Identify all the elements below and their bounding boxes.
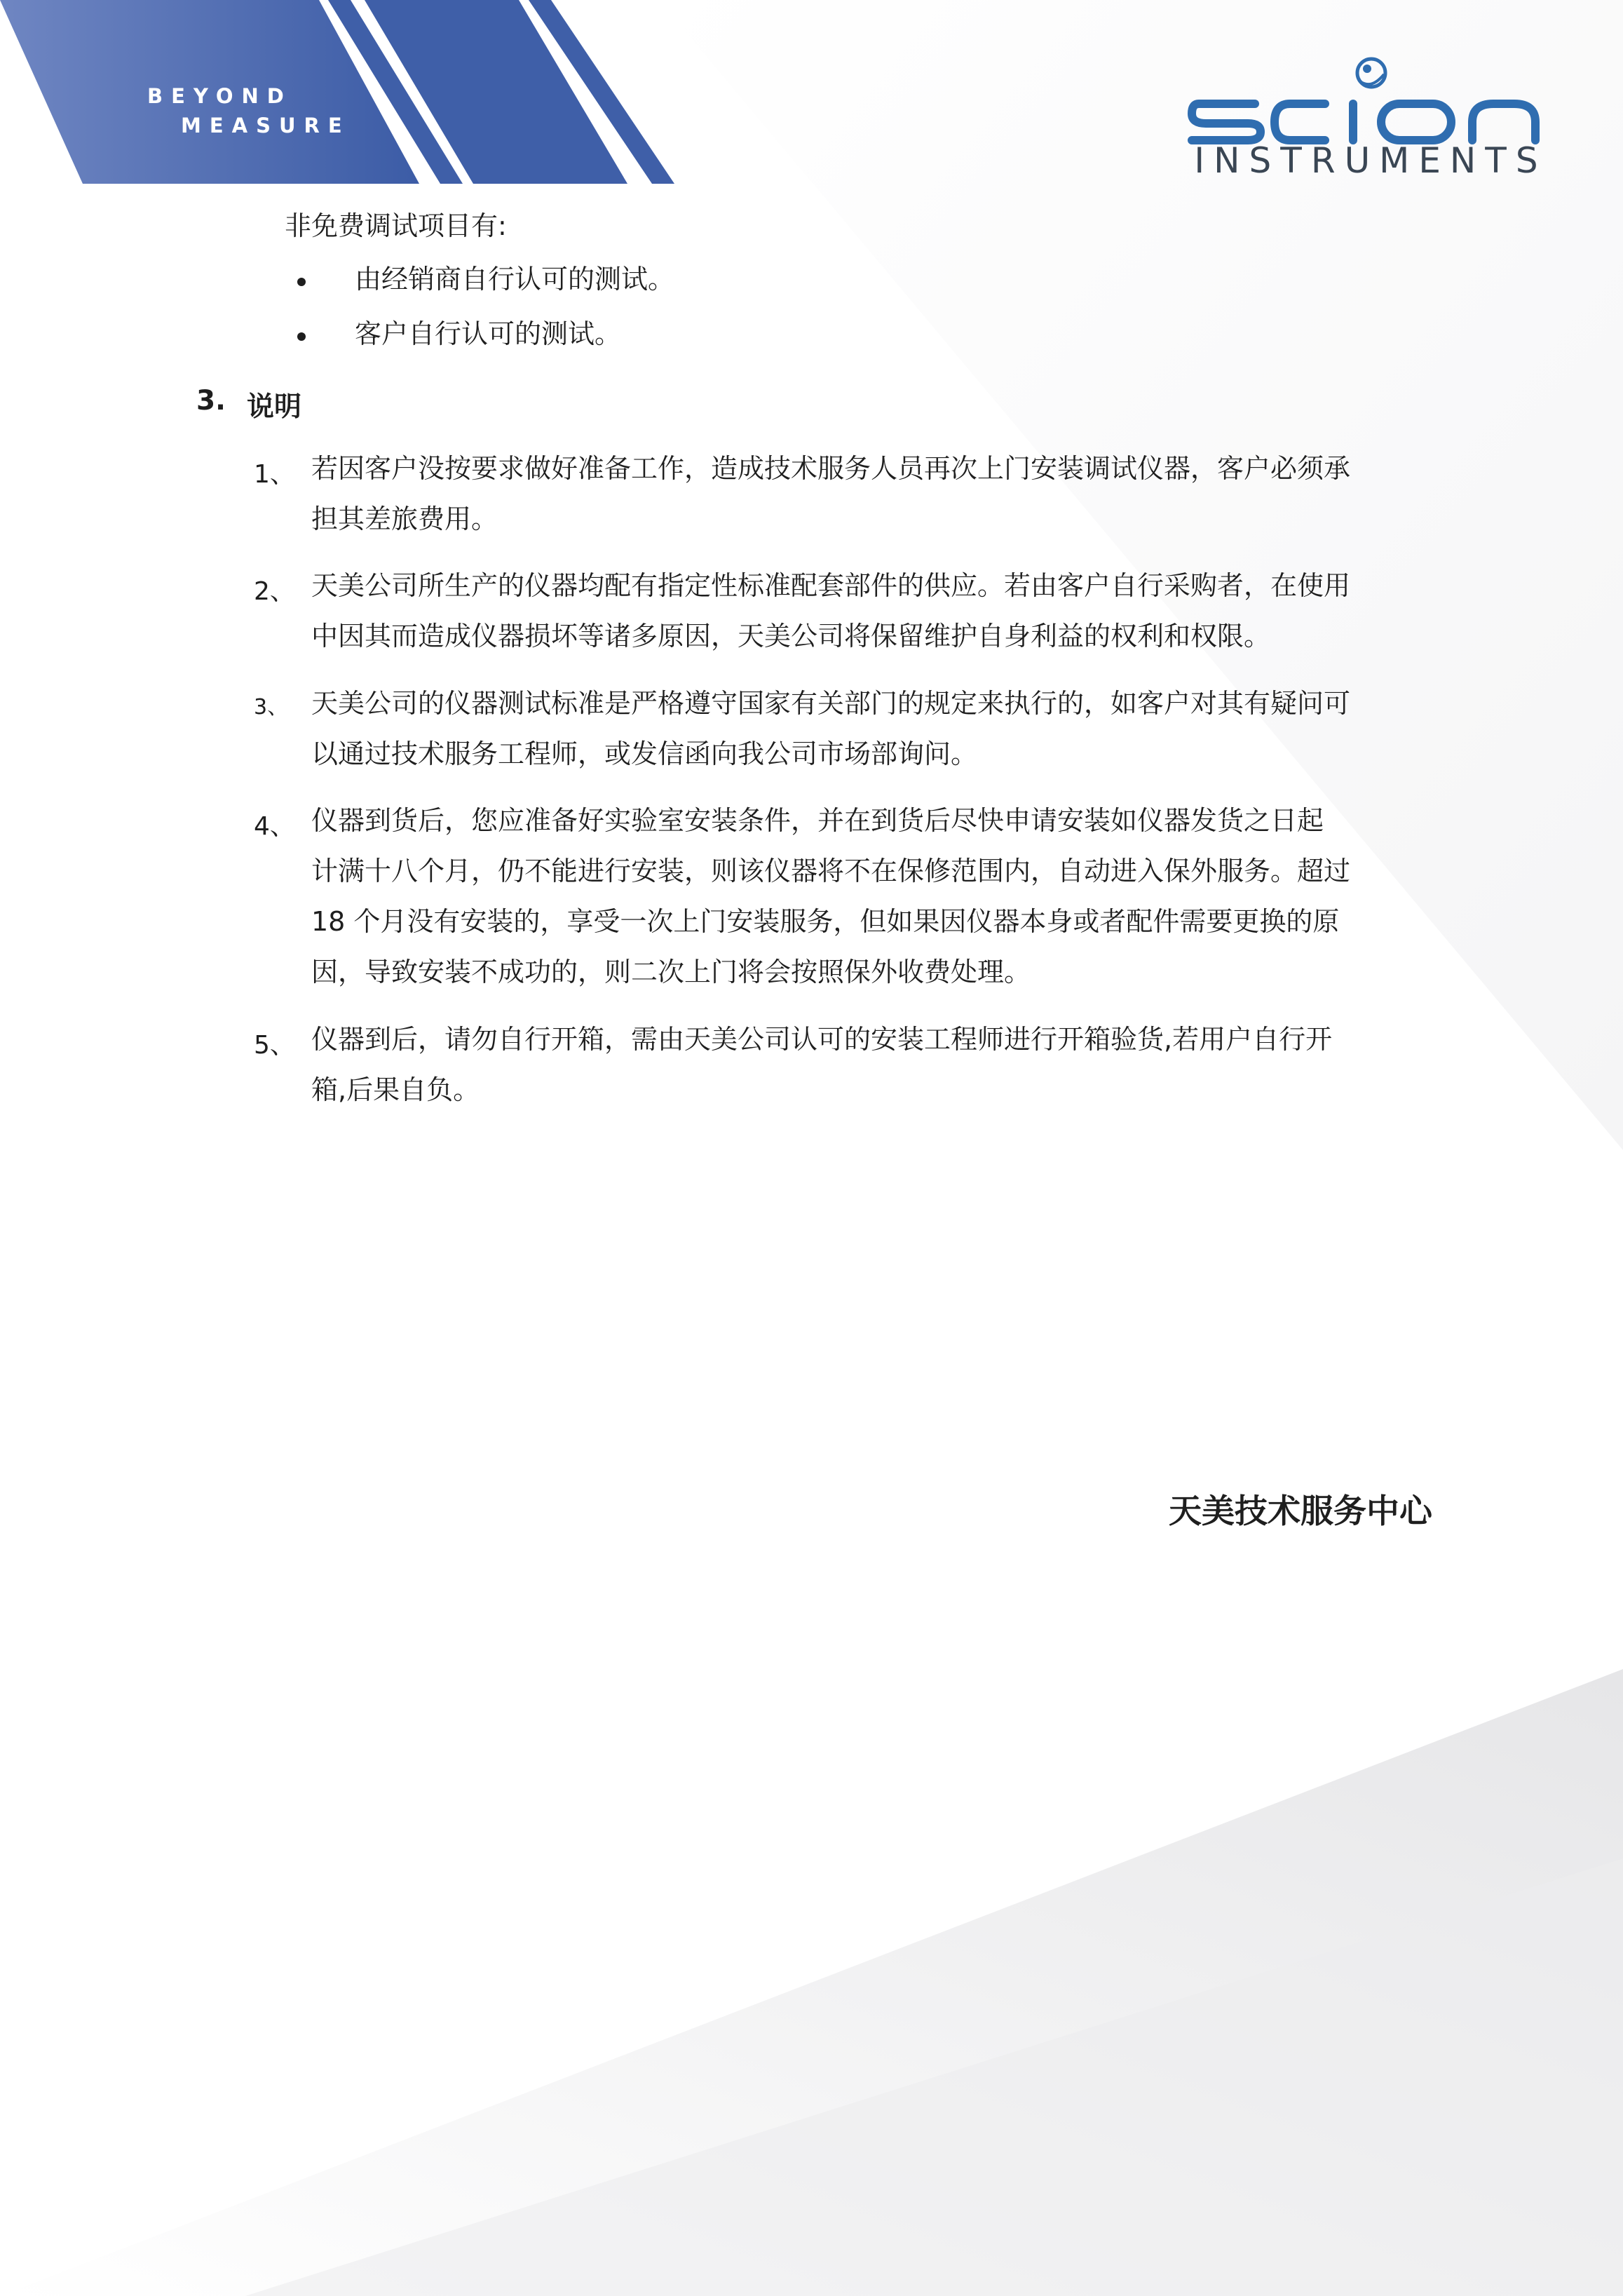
section-title: 说明 — [247, 391, 302, 423]
tagline-measure: MEASURE — [181, 114, 351, 137]
item-1-text — [311, 443, 1350, 544]
header-banner — [0, 0, 680, 186]
intro-bullet-1: 由经销商自行认可的测试。 — [355, 264, 675, 295]
tagline-beyond: BEYOND — [147, 84, 292, 108]
item-4-line: 计满十八个月，仍不能进行安装，则该仪器将不在保修范围内，自动进入保外服务。超过 — [311, 856, 1351, 886]
item-2-line: 天美公司所生产的仪器均配有指定性标准配套部件的供应。若由客户自行采购者，在使用 — [311, 570, 1351, 601]
signature: 天美技术服务中心 — [1169, 1492, 1432, 1531]
item-3-line: 天美公司的仪器测试标准是严格遵守国家有关部门的规定来执行的，如客户对其有疑问可 — [311, 688, 1351, 719]
item-3-line: 以通过技术服务工程师，或发信函向我公司市场部询问。 — [311, 738, 978, 769]
item-5-line: 仪器到后，请勿自行开箱，需由天美公司认可的安装工程师进行开箱验货,若用户自行开 — [311, 1024, 1333, 1055]
item-1-line: 若因客户没按要求做好准备工作，造成技术服务人员再次上门安装调试仪器，客户必须承 — [311, 453, 1351, 484]
item-2-line: 中因其而造成仪器损坏等诸多原因，天美公司将保留维护自身利益的权利和权限。 — [311, 621, 1271, 651]
bullet-icon — [297, 332, 306, 341]
item-3-text — [311, 678, 1350, 779]
item-number: 4、 — [254, 812, 295, 841]
item-number: 2、 — [254, 577, 295, 606]
intro-bullet-2: 客户自行认可的测试。 — [355, 318, 622, 349]
bullet-icon — [297, 278, 306, 286]
intro-label: 非免费调试项目有: — [285, 210, 507, 241]
item-number: 1、 — [254, 460, 295, 489]
item-4-line: 仪器到货后，您应准备好实验室安装条件，并在到货后尽快申请安装如仪器发货之日起 — [311, 805, 1324, 836]
item-1-line: 担其差旅费用。 — [311, 504, 498, 534]
item-4-text — [311, 795, 1350, 997]
item-5-line: 箱,后果自负。 — [311, 1074, 480, 1105]
item-number: 5、 — [254, 1031, 295, 1060]
item-number: 3、 — [254, 695, 289, 720]
item-4-line: 因，导致安装不成功的，则二次上门将会按照保外收费处理。 — [311, 957, 1031, 987]
item-5-text — [311, 1014, 1332, 1115]
item-2-text — [311, 560, 1350, 661]
item-4-line: 18 个月没有安装的，享受一次上门安装服务，但如果因仪器本身或者配件需要更换的原 — [311, 906, 1340, 937]
brand-logo — [1185, 53, 1556, 151]
section-number: 3. — [196, 385, 226, 417]
brand-subtitle: INSTRUMENTS — [1194, 140, 1547, 181]
